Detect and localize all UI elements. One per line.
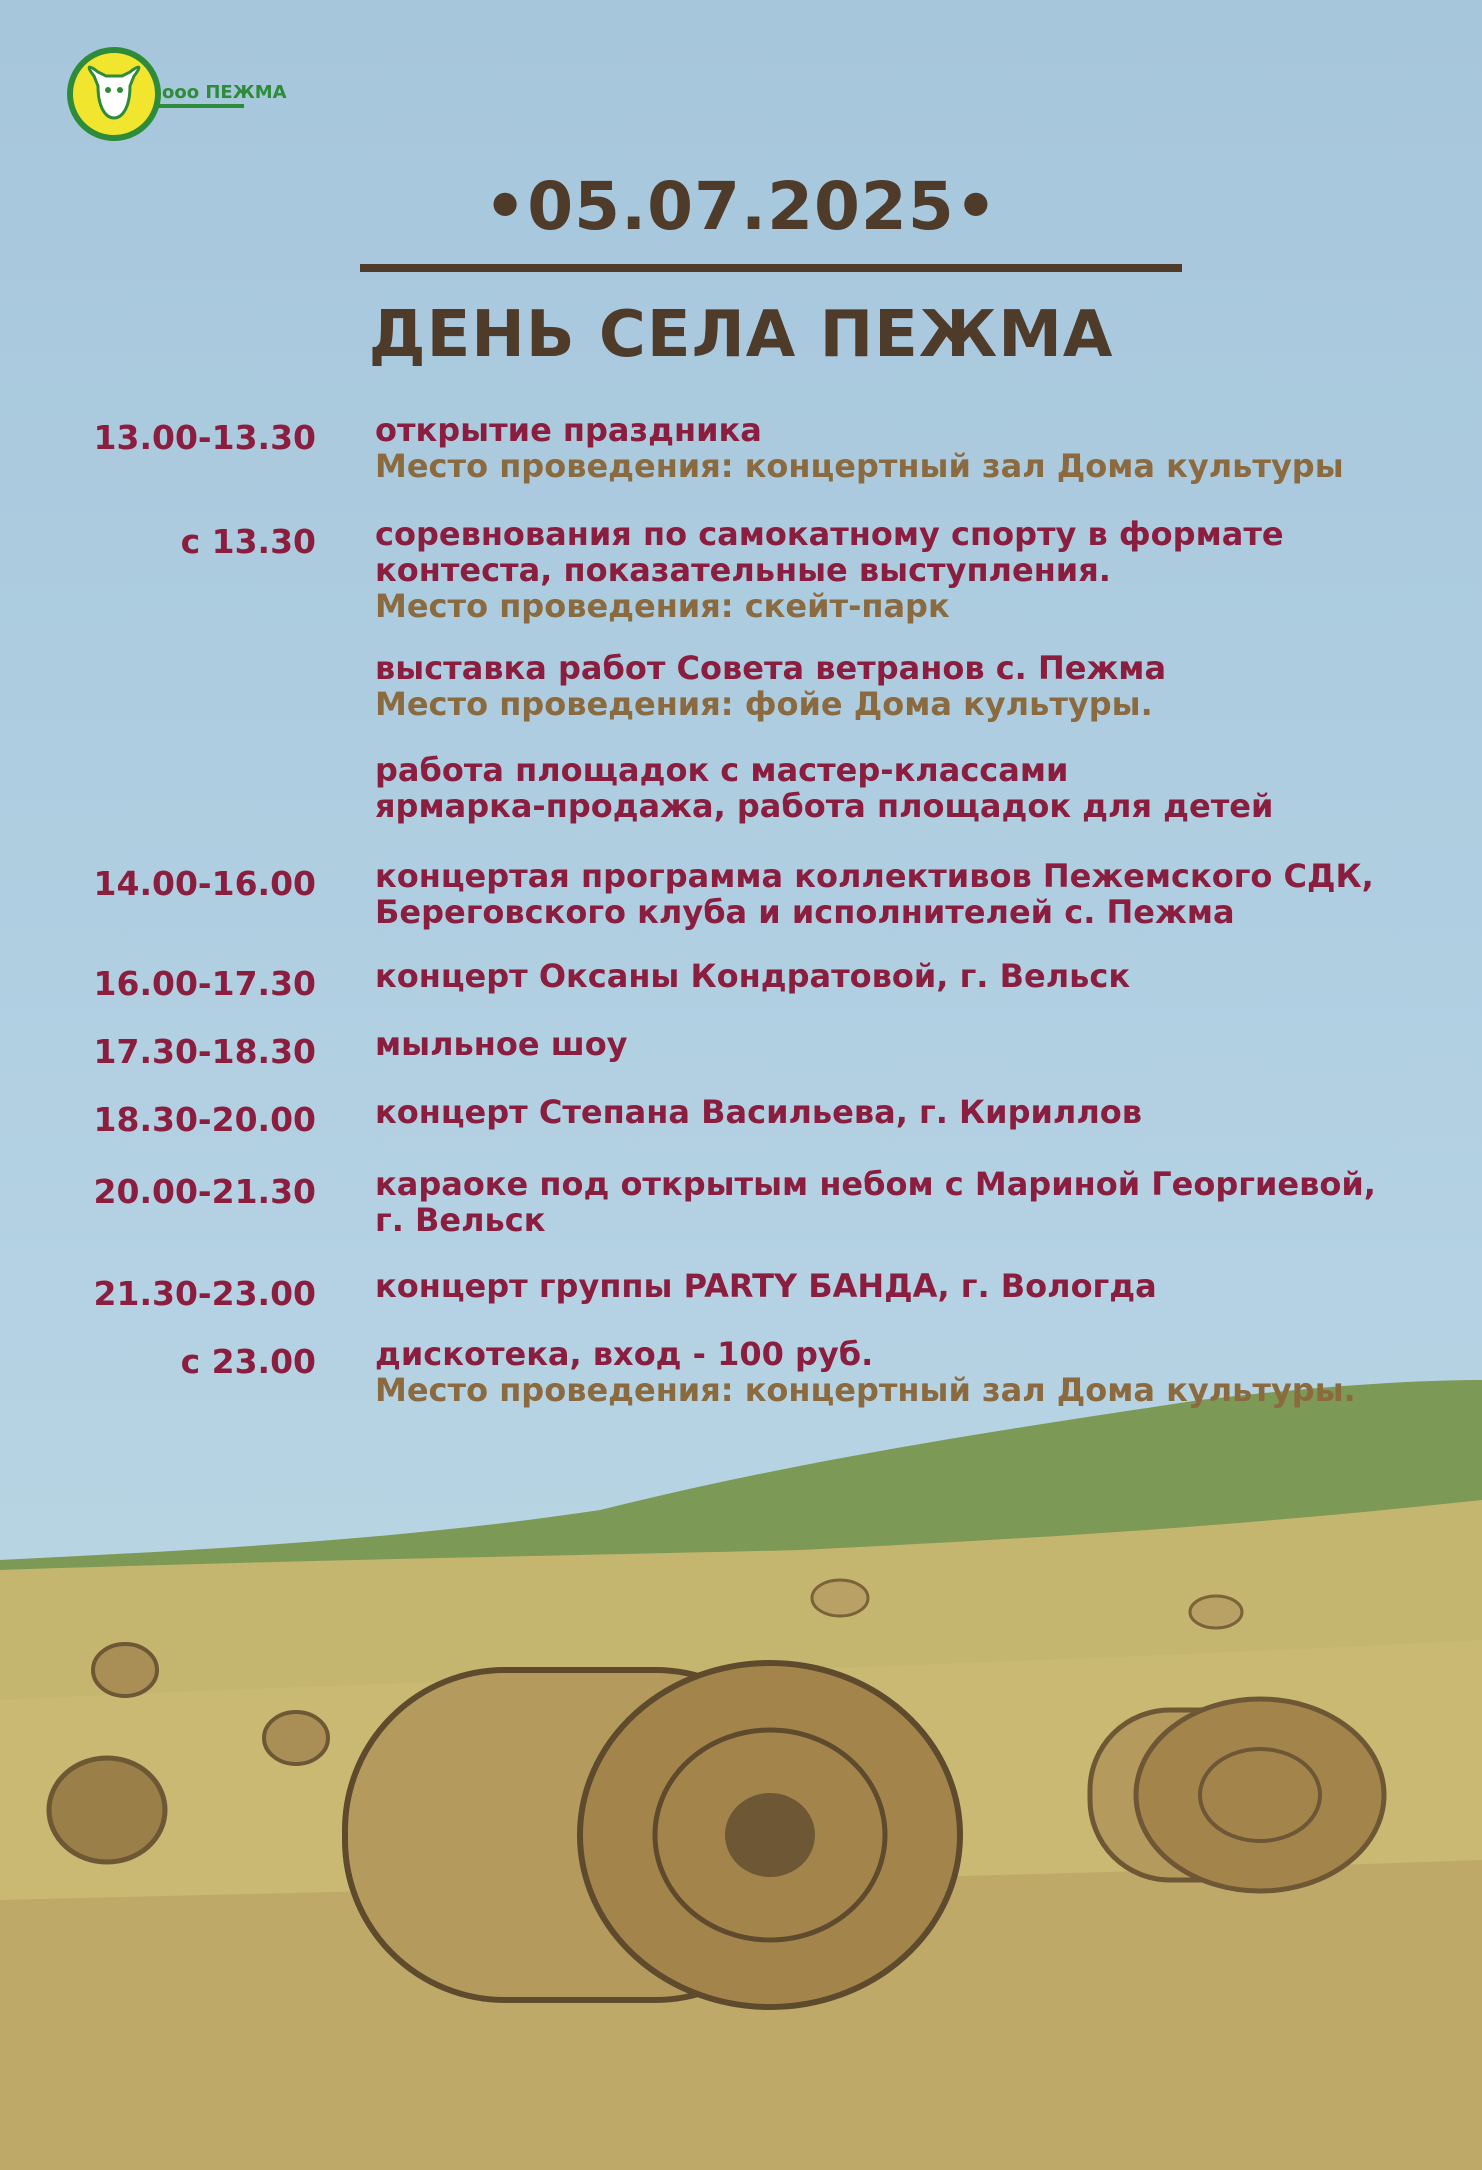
activity-line: дискотека, вход - 100 руб. (375, 1335, 874, 1373)
activity-line: контеста, показательные выступления. (375, 551, 1111, 589)
schedule-time: 13.00-13.30 (93, 418, 316, 457)
event-date: •05.07.2025• (484, 168, 998, 245)
activity-line: соревнования по самокатному спорту в формате (375, 515, 1284, 553)
event-title: ДЕНЬ СЕЛА ПЕЖМА (368, 298, 1114, 372)
schedule-time: 20.00-21.30 (93, 1172, 316, 1211)
schedule-time: 17.30-18.30 (93, 1032, 316, 1071)
activity-line: мыльное шоу (375, 1025, 628, 1063)
schedule-time: с 23.00 (180, 1342, 316, 1381)
activity-line: Береговского клуба и исполнителей с. Пежма (375, 893, 1235, 931)
divider (360, 264, 1182, 272)
schedule-description (375, 1268, 1455, 1304)
activity-line: выставка работ Совета ветранов с. Пежма (375, 649, 1167, 687)
activity-line: г. Вельск (375, 1201, 546, 1239)
schedule-description (375, 1026, 1455, 1062)
venue-line: Место проведения: концертный зал Дома культуры. (375, 1371, 1356, 1409)
cow-logo-icon (66, 46, 287, 146)
hay-field-illustration (0, 1380, 1482, 2170)
activity-line: работа площадок с мастер-классами (375, 751, 1069, 789)
activity-line: концерт группы PARTY БАНДА, г. Вологда (375, 1267, 1157, 1305)
activity-line: ярмарка-продажа, работа площадок для детей (375, 787, 1274, 825)
schedule-description (375, 412, 1455, 484)
schedule-description (375, 1336, 1455, 1408)
schedule-time: с 13.30 (180, 522, 316, 561)
activity-line: открытие праздника (375, 411, 762, 449)
activity-line: концерт Степана Васильева, г. Кириллов (375, 1093, 1143, 1131)
logo-text: ооо ПЕЖМА (162, 82, 287, 103)
schedule-time: 18.30-20.00 (93, 1100, 316, 1139)
venue-line: Место проведения: концертный зал Дома культуры (375, 447, 1344, 485)
schedule-description (375, 1166, 1455, 1238)
schedule-description (375, 516, 1455, 624)
venue-line: Место проведения: скейт-парк (375, 587, 950, 625)
schedule-time: 16.00-17.30 (93, 964, 316, 1003)
activity-line: концертая программа коллективов Пежемского СДК, (375, 857, 1374, 895)
schedule-time: 21.30-23.00 (93, 1274, 316, 1313)
schedule-time: 14.00-16.00 (93, 864, 316, 903)
schedule-description (375, 752, 1455, 824)
logo (66, 46, 287, 146)
activity-line: концерт Оксаны Кондратовой, г. Вельск (375, 957, 1131, 995)
schedule-description (375, 858, 1455, 930)
schedule-description (375, 958, 1455, 994)
schedule-description (375, 650, 1455, 722)
venue-line: Место проведения: фойе Дома культуры. (375, 685, 1153, 723)
activity-line: караоке под открытым небом с Мариной Георгиевой, (375, 1165, 1376, 1203)
schedule-description (375, 1094, 1455, 1130)
